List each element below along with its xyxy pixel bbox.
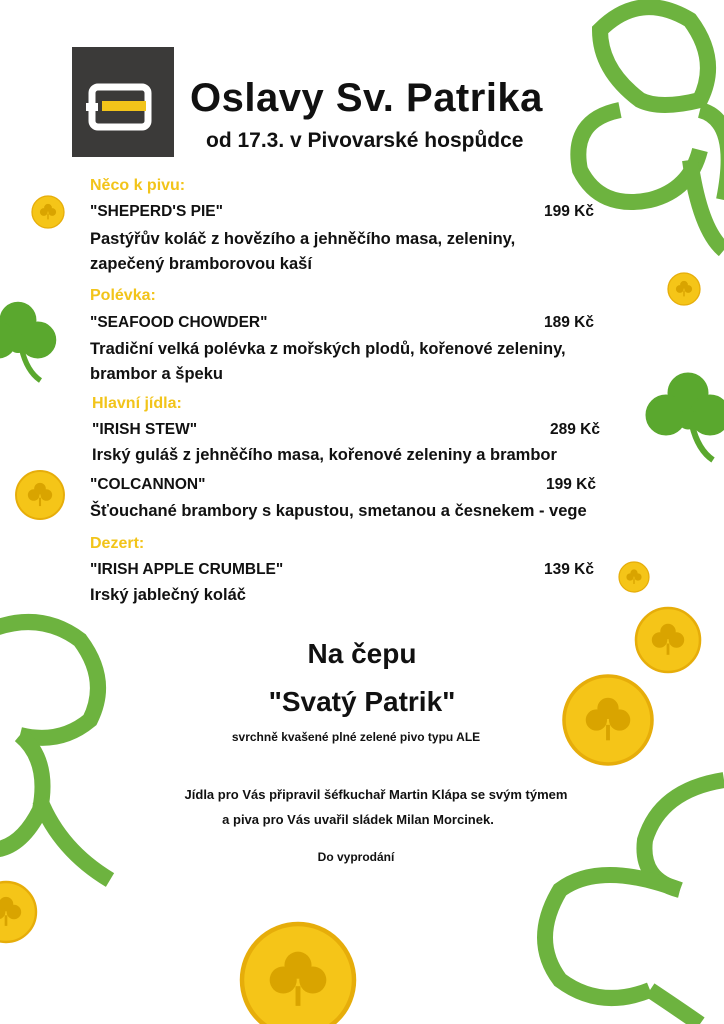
menu-item-desc: zapečený bramborovou kaší (90, 255, 312, 273)
menu-item-name: "SHEPERD'S PIE" (90, 203, 223, 220)
credits-line: Jídla pro Vás připravil šéfkuchař Martin Klápa se svým týmem (184, 787, 568, 802)
coin-icon (32, 196, 64, 228)
beer-mug-icon (72, 47, 174, 157)
menu-item-price: 199 Kč (546, 476, 596, 493)
section-heading: Polévka: (90, 287, 156, 304)
beer-description: svrchně kvašené plné zelené pivo typu ALE (231, 730, 481, 744)
menu-item-name: "IRISH STEW" (92, 421, 198, 438)
availability-note: Do vyprodání (317, 850, 395, 864)
menu-item-name: "SEAFOOD CHOWDER" (90, 314, 268, 331)
credits-line: a piva pro Vás uvařil sládek Milan Morcinek. (222, 812, 494, 827)
menu-item-price: 139 Kč (544, 561, 594, 578)
page-title: Oslavy Sv. Patrika (190, 76, 543, 120)
section-heading: Hlavní jídla: (92, 395, 182, 412)
menu-item-desc: Irský jablečný koláč (90, 586, 246, 604)
page-subtitle: od 17.3. v Pivovarské hospůdce (206, 129, 524, 152)
menu-item-price: 189 Kč (544, 314, 594, 331)
coin-icon (242, 924, 354, 1024)
shamrock-right-icon (646, 373, 724, 460)
coin-icon (16, 471, 64, 519)
section-heading: Něco k pivu: (90, 177, 186, 194)
menu-item-desc: Pastýřův koláč z hovězího a jehněčího masa, zeleniny, (90, 230, 516, 248)
beer-name: "Svatý Patrik" (268, 686, 456, 717)
menu-item-name: "COLCANNON" (90, 476, 206, 493)
tap-heading: Na čepu (307, 638, 417, 669)
coin-icon (619, 562, 649, 592)
menu-item-name: "IRISH APPLE CRUMBLE" (90, 561, 284, 578)
menu-item-price: 199 Kč (544, 203, 594, 220)
menu-item-price: 289 Kč (550, 421, 600, 438)
menu-item-desc: brambor a špeku (90, 365, 223, 383)
shamrock-left-icon (0, 302, 56, 380)
coin-icon (668, 273, 700, 305)
coin-icon (0, 882, 36, 942)
section-heading: Dezert: (90, 535, 145, 552)
menu-item-desc: Šťouchané brambory s kapustou, smetanou a česnekem - vege (90, 502, 587, 520)
logo (72, 47, 174, 157)
shamrock-outline-top-right-icon (578, 7, 724, 250)
menu-item-desc: Irský guláš z jehněčího masa, kořenové zeleniny a brambor (92, 446, 557, 464)
menu-item-desc: Tradiční velká polévka z mořských plodů, kořenové zeleniny, (90, 340, 566, 358)
